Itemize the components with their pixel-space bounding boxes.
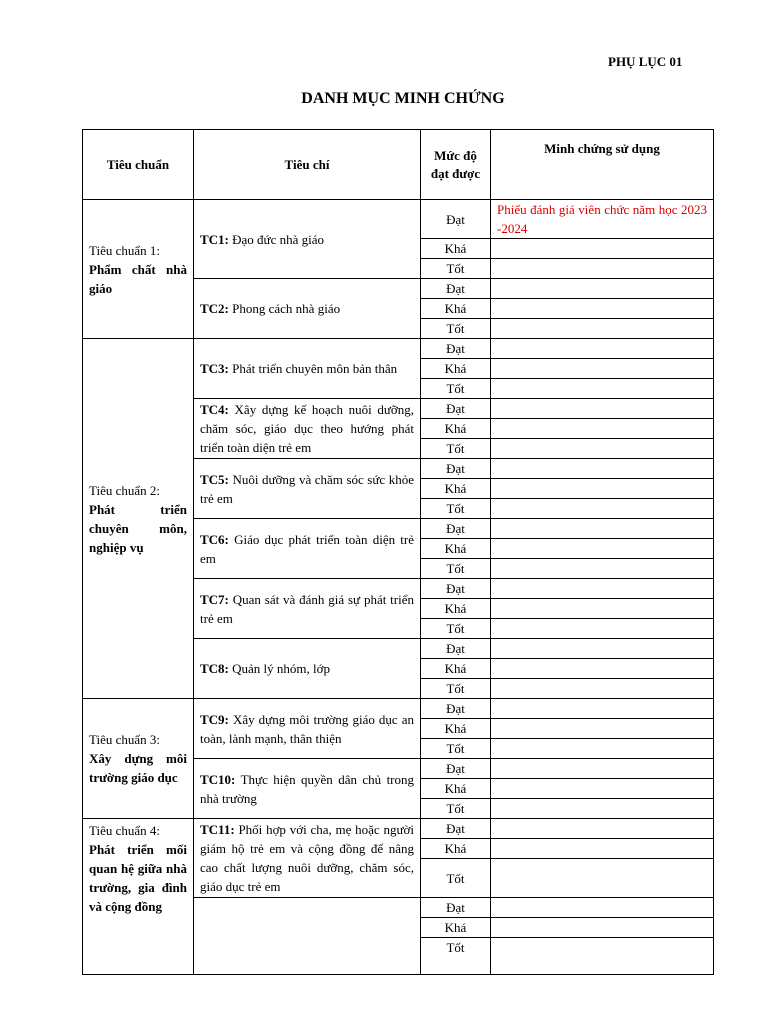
evidence-cell[interactable] bbox=[491, 319, 714, 339]
criterion-9 bbox=[194, 699, 421, 759]
header-standard: Tiêu chuẩn bbox=[83, 130, 194, 200]
level-cell: Khá bbox=[421, 239, 491, 259]
criterion-text: Xây dựng môi trường giáo dục an toàn, lành mạnh, thân thiện bbox=[200, 711, 414, 746]
standard-label: Tiêu chuẩn 1: bbox=[89, 242, 161, 258]
level-cell: Tốt bbox=[421, 679, 491, 699]
standard-label: Tiêu chuẩn 4: bbox=[89, 823, 161, 838]
evidence-cell[interactable] bbox=[491, 839, 714, 859]
level-cell: Đạt bbox=[421, 519, 491, 539]
standard-name: Phẩm chất nhà giáo bbox=[89, 261, 187, 296]
criterion-code: TC5: bbox=[200, 471, 229, 487]
evidence-cell[interactable] bbox=[491, 539, 714, 559]
criterion-text: Quan sát và đánh giá sự phát triển trẻ em bbox=[200, 591, 415, 626]
header-evidence: Minh chứng sử dụng bbox=[491, 130, 714, 200]
level-cell: Khá bbox=[421, 419, 491, 439]
level-cell: Khá bbox=[421, 918, 491, 938]
standard-2-cell bbox=[83, 339, 194, 699]
document-title: DANH MỤC MINH CHỨNG bbox=[301, 90, 505, 107]
evidence-cell[interactable] bbox=[491, 759, 714, 779]
level-cell: Tốt bbox=[421, 319, 491, 339]
criterion-code: TC11: bbox=[200, 822, 235, 837]
standard-name: Phát triển mối quan hệ giữa nhà trường, gia đình và cộng đồng bbox=[89, 842, 187, 914]
evidence-cell[interactable] bbox=[491, 719, 714, 739]
level-cell: Tốt bbox=[421, 379, 491, 399]
level-cell: Khá bbox=[421, 779, 491, 799]
level-cell: Khá bbox=[421, 359, 491, 379]
level-cell: Đạt bbox=[421, 759, 491, 779]
criterion-code: TC2: bbox=[200, 301, 229, 316]
criterion-10 bbox=[194, 759, 421, 819]
level-cell: Khá bbox=[421, 839, 491, 859]
evidence-cell[interactable] bbox=[491, 699, 714, 719]
evidence-table bbox=[82, 129, 714, 975]
evidence-cell[interactable] bbox=[491, 499, 714, 519]
evidence-cell[interactable] bbox=[491, 659, 714, 679]
criterion-6 bbox=[194, 519, 421, 579]
level-cell: Đạt bbox=[421, 279, 491, 299]
criterion-1 bbox=[194, 200, 421, 279]
evidence-cell[interactable] bbox=[491, 739, 714, 759]
evidence-cell[interactable] bbox=[491, 599, 714, 619]
level-cell: Tốt bbox=[421, 499, 491, 519]
header-criterion: Tiêu chí bbox=[194, 130, 421, 200]
evidence-cell[interactable] bbox=[491, 399, 714, 419]
criterion-7 bbox=[194, 579, 421, 639]
level-cell: Tốt bbox=[421, 938, 491, 975]
level-cell: Khá bbox=[421, 659, 491, 679]
criterion-text: Phát triển chuyên môn bản thân bbox=[232, 361, 398, 376]
criterion-text: Quản lý nhóm, lớp bbox=[232, 661, 331, 676]
level-cell: Đạt bbox=[421, 819, 491, 839]
evidence-cell[interactable] bbox=[491, 579, 714, 599]
evidence-cell[interactable] bbox=[491, 479, 714, 499]
criterion-code: TC4: bbox=[200, 402, 229, 417]
criterion-code: TC10: bbox=[200, 771, 236, 787]
appendix-label: PHỤ LỤC 01 bbox=[608, 54, 683, 69]
evidence-cell[interactable] bbox=[491, 779, 714, 799]
criterion-text: Đạo đức nhà giáo bbox=[232, 231, 325, 247]
level-cell: Đạt bbox=[421, 639, 491, 659]
level-cell: Đạt bbox=[421, 459, 491, 479]
level-cell: Khá bbox=[421, 479, 491, 499]
level-cell: Đạt bbox=[421, 579, 491, 599]
criterion-text: Thực hiện quyền dân chủ trong nhà trường bbox=[200, 771, 415, 806]
evidence-cell[interactable] bbox=[491, 819, 714, 839]
criterion-text: Phối hợp với cha, mẹ hoặc người giám hộ trẻ em và cộng đồng để nâng cao chất lượng nuôi dưỡng, chăm sóc, giáo dục trẻ em bbox=[200, 822, 415, 894]
criterion-2 bbox=[194, 279, 421, 339]
criterion-code: TC6: bbox=[200, 531, 229, 547]
criterion-code: TC1: bbox=[200, 231, 229, 247]
evidence-cell[interactable] bbox=[491, 619, 714, 639]
standard-4-cell bbox=[83, 819, 194, 975]
criterion-11 bbox=[194, 819, 421, 898]
level-cell: Đạt bbox=[421, 898, 491, 918]
level-cell: Tốt bbox=[421, 739, 491, 759]
level-cell: Tốt bbox=[421, 259, 491, 279]
criterion-code: TC3: bbox=[200, 361, 229, 376]
evidence-cell[interactable] bbox=[491, 639, 714, 659]
evidence-cell[interactable] bbox=[491, 339, 714, 359]
evidence-note[interactable]: Phiếu đánh giá viên chức năm học 2023 -2024 bbox=[491, 200, 714, 239]
level-cell: Tốt bbox=[421, 619, 491, 639]
standard-label: Tiêu chuẩn 3: bbox=[89, 732, 161, 747]
criterion-3 bbox=[194, 339, 421, 399]
evidence-cell[interactable] bbox=[491, 859, 714, 898]
level-cell: Tốt bbox=[421, 559, 491, 579]
level-cell: Đạt bbox=[421, 399, 491, 419]
criterion-code: TC7: bbox=[200, 591, 229, 607]
evidence-cell[interactable] bbox=[491, 519, 714, 539]
evidence-cell[interactable] bbox=[491, 799, 714, 819]
criterion-code: TC8: bbox=[200, 661, 229, 676]
level-cell: Tốt bbox=[421, 799, 491, 819]
level-cell: Đạt bbox=[421, 699, 491, 719]
standard-label: Tiêu chuẩn 2: bbox=[89, 482, 161, 498]
evidence-cell[interactable] bbox=[491, 279, 714, 299]
standard-name: Phát triển chuyên môn, nghiệp vụ bbox=[89, 501, 187, 555]
standard-1-cell bbox=[83, 200, 194, 339]
criterion-text: Xây dựng kế hoạch nuôi dưỡng, chăm sóc, giáo dục theo hướng phát triển toàn diện trẻ em bbox=[200, 402, 415, 455]
level-cell: Đạt bbox=[421, 200, 491, 239]
criterion-text: Giáo dục phát triển toàn diện trẻ em bbox=[200, 531, 414, 566]
level-cell: Khá bbox=[421, 719, 491, 739]
evidence-cell[interactable] bbox=[491, 379, 714, 399]
criterion-text: Nuôi dưỡng và chăm sóc sức khỏe trẻ em bbox=[200, 471, 414, 506]
standard-name: Xây dựng môi trường giáo dục bbox=[89, 751, 187, 785]
level-cell: Tốt bbox=[421, 859, 491, 898]
level-cell: Khá bbox=[421, 299, 491, 319]
criterion-8 bbox=[194, 639, 421, 699]
level-cell: Đạt bbox=[421, 339, 491, 359]
evidence-cell[interactable] bbox=[491, 679, 714, 699]
evidence-cell[interactable] bbox=[491, 419, 714, 439]
evidence-cell[interactable] bbox=[491, 239, 714, 259]
level-cell: Khá bbox=[421, 539, 491, 559]
evidence-cell[interactable] bbox=[491, 359, 714, 379]
criterion-code: TC9: bbox=[200, 711, 229, 727]
criterion-5 bbox=[194, 459, 421, 519]
level-cell: Tốt bbox=[421, 439, 491, 459]
criterion-empty bbox=[194, 898, 421, 975]
criterion-4 bbox=[194, 399, 421, 459]
evidence-cell[interactable] bbox=[491, 918, 714, 938]
evidence-cell[interactable] bbox=[491, 459, 714, 479]
evidence-cell[interactable] bbox=[491, 259, 714, 279]
evidence-cell[interactable] bbox=[491, 938, 714, 975]
evidence-cell[interactable] bbox=[491, 898, 714, 918]
evidence-cell[interactable] bbox=[491, 299, 714, 319]
evidence-cell[interactable] bbox=[491, 439, 714, 459]
level-cell: Khá bbox=[421, 599, 491, 619]
evidence-cell[interactable] bbox=[491, 559, 714, 579]
criterion-text: Phong cách nhà giáo bbox=[232, 301, 341, 316]
standard-3-cell bbox=[83, 699, 194, 819]
header-level: Mức độ đạt được bbox=[421, 130, 491, 200]
